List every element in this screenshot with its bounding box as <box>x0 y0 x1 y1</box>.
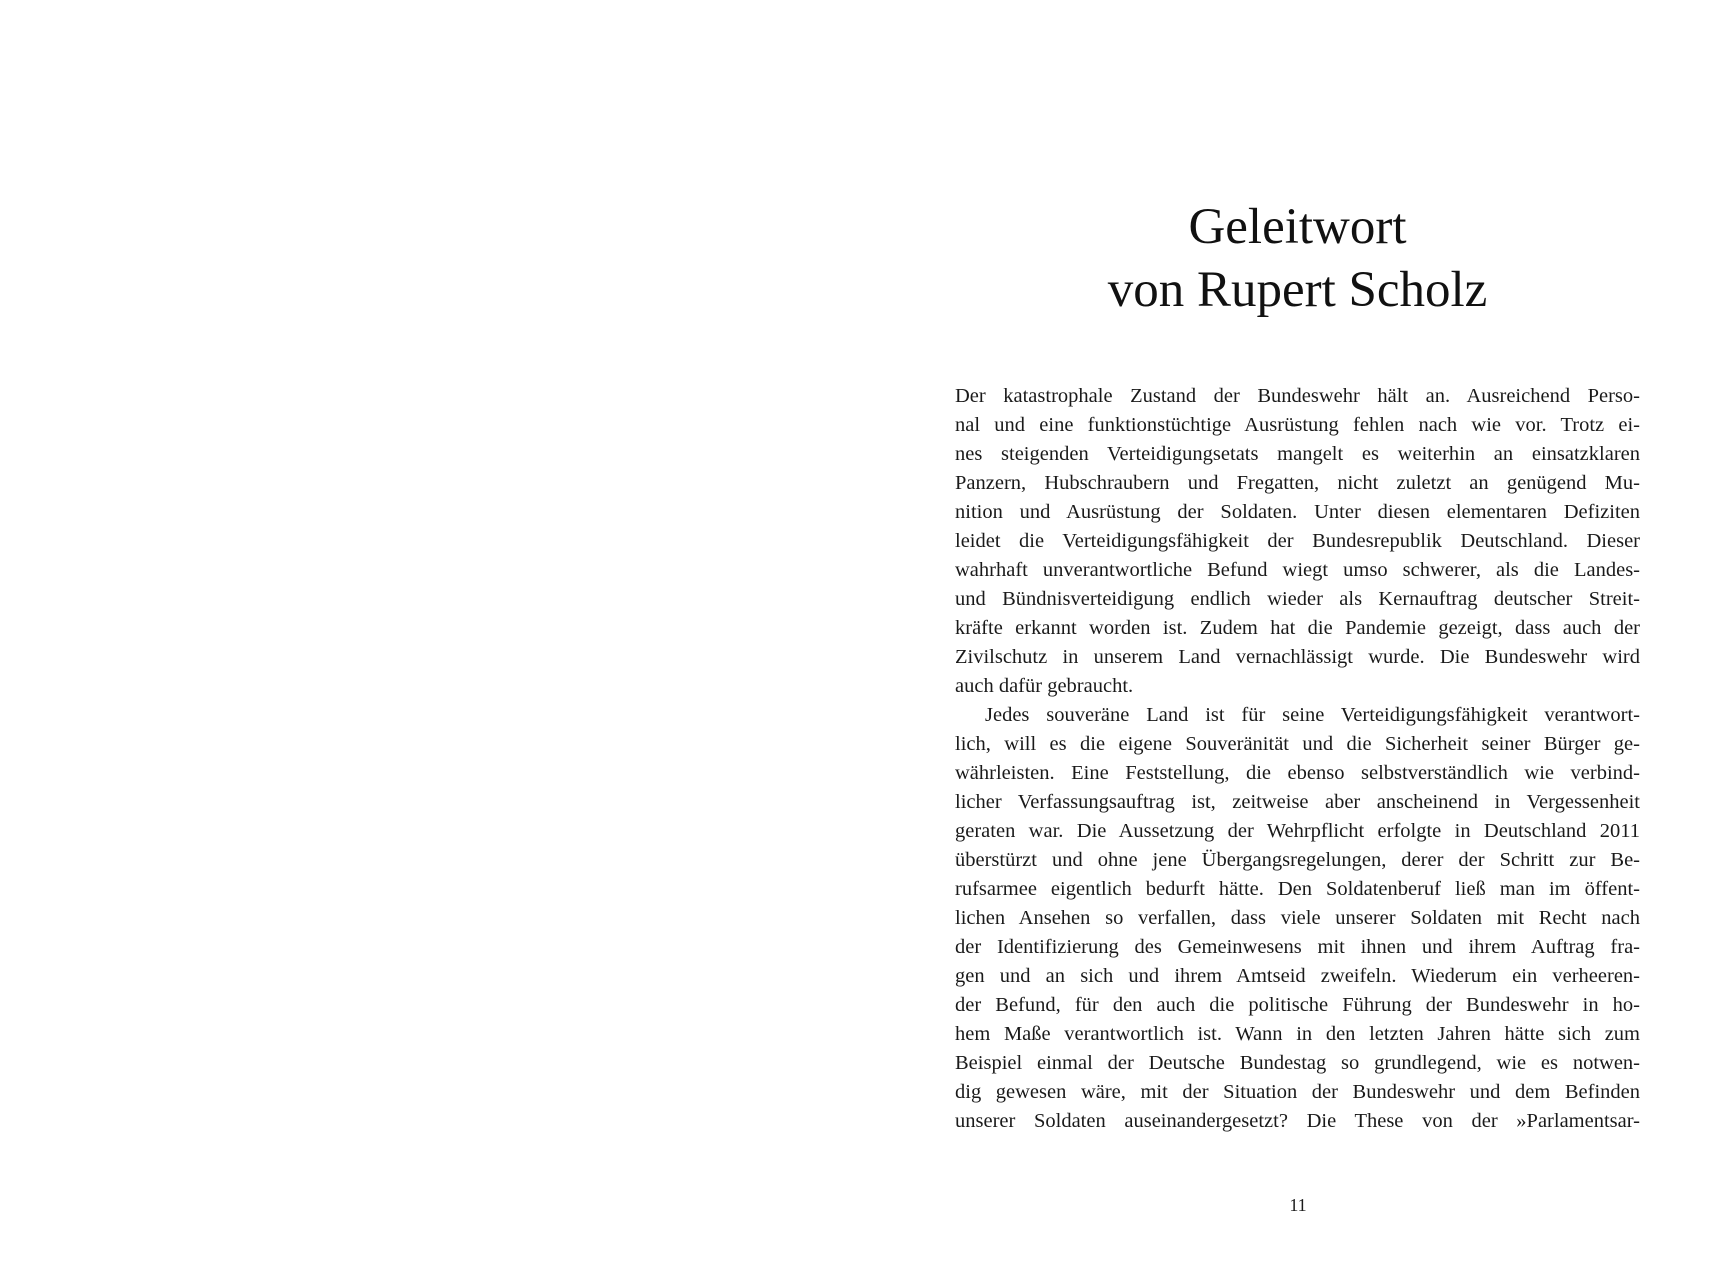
text-line: geraten war. Die Aussetzung der Wehrpflicht erfolgte in Deutschland 2011 <box>955 820 1640 842</box>
left-page-blank <box>0 0 856 1270</box>
text-line: Jedes souveräne Land ist für seine Verteidigungsfähigkeit verantwort- <box>985 704 1640 726</box>
text-line: nes steigenden Verteidigungsetats mangelt es weiterhin an einsatzklaren <box>955 443 1640 465</box>
paragraph-1 <box>955 382 1640 701</box>
text-line: rufsarmee eigentlich bedurft hätte. Den Soldatenberuf ließ man im öffent- <box>955 878 1640 900</box>
text-line: der Identifizierung des Gemeinwesens mit ihnen und ihrem Auftrag fra- <box>955 936 1640 958</box>
text-line: Der katastrophale Zustand der Bundeswehr hält an. Ausreichend Perso- <box>955 385 1640 407</box>
paragraph-2 <box>955 701 1640 1136</box>
text-line: überstürzt und ohne jene Übergangsregelungen, derer der Schritt zur Be- <box>955 849 1640 871</box>
text-line: licher Verfassungsauftrag ist, zeitweise aber anscheinend in Vergessenheit <box>955 791 1640 813</box>
text-line: gen und an sich und ihrem Amtseid zweifeln. Wiederum ein verheeren- <box>955 965 1640 987</box>
text-line: Zivilschutz in unserem Land vernachlässigt wurde. Die Bundeswehr wird <box>955 646 1640 668</box>
text-line: der Befund, für den auch die politische Führung der Bundeswehr in ho- <box>955 994 1640 1016</box>
text-line: währleisten. Eine Feststellung, die ebenso selbstverständlich wie verbind- <box>955 762 1640 784</box>
chapter-title-line-1: Geleitwort <box>1188 199 1407 255</box>
text-line: lich, will es die eigene Souveränität und die Sicherheit seiner Bürger ge- <box>955 733 1640 755</box>
chapter-title <box>955 196 1640 322</box>
text-line: unserer Soldaten auseinandergesetzt? Die These von der »Parlamentsar- <box>955 1110 1640 1132</box>
text-line: auch dafür gebraucht. <box>955 675 1134 697</box>
text-line: hem Maße verantwortlich ist. Wann in den letzten Jahren hätte sich zum <box>955 1023 1640 1045</box>
text-line: und Bündnisverteidigung endlich wieder als Kernauftrag deutscher Streit- <box>955 588 1640 610</box>
text-line: kräfte erkannt worden ist. Zudem hat die Pandemie gezeigt, dass auch der <box>955 617 1640 639</box>
text-line: wahrhaft unverantwortliche Befund wiegt umso schwerer, als die Landes- <box>955 559 1640 581</box>
text-line: nal und eine funktionstüchtige Ausrüstung fehlen nach wie vor. Trotz ei- <box>955 414 1640 436</box>
text-line: dig gewesen wäre, mit der Situation der Bundeswehr und dem Befinden <box>955 1081 1640 1103</box>
body-text <box>955 382 1640 1136</box>
text-line: nition und Ausrüstung der Soldaten. Unter diesen elementaren Defiziten <box>955 501 1640 523</box>
page-number: 11 <box>1289 1195 1307 1215</box>
chapter-title-line-2: von Rupert Scholz <box>1107 262 1488 318</box>
text-line: Panzern, Hubschraubern und Fregatten, nicht zuletzt an genügend Mu- <box>955 472 1640 494</box>
text-line: leidet die Verteidigungsfähigkeit der Bundesrepublik Deutschland. Dieser <box>955 530 1640 552</box>
text-line: Beispiel einmal der Deutsche Bundestag so grundlegend, wie es notwen- <box>955 1052 1640 1074</box>
text-line: lichen Ansehen so verfallen, dass viele unserer Soldaten mit Recht nach <box>955 907 1640 929</box>
